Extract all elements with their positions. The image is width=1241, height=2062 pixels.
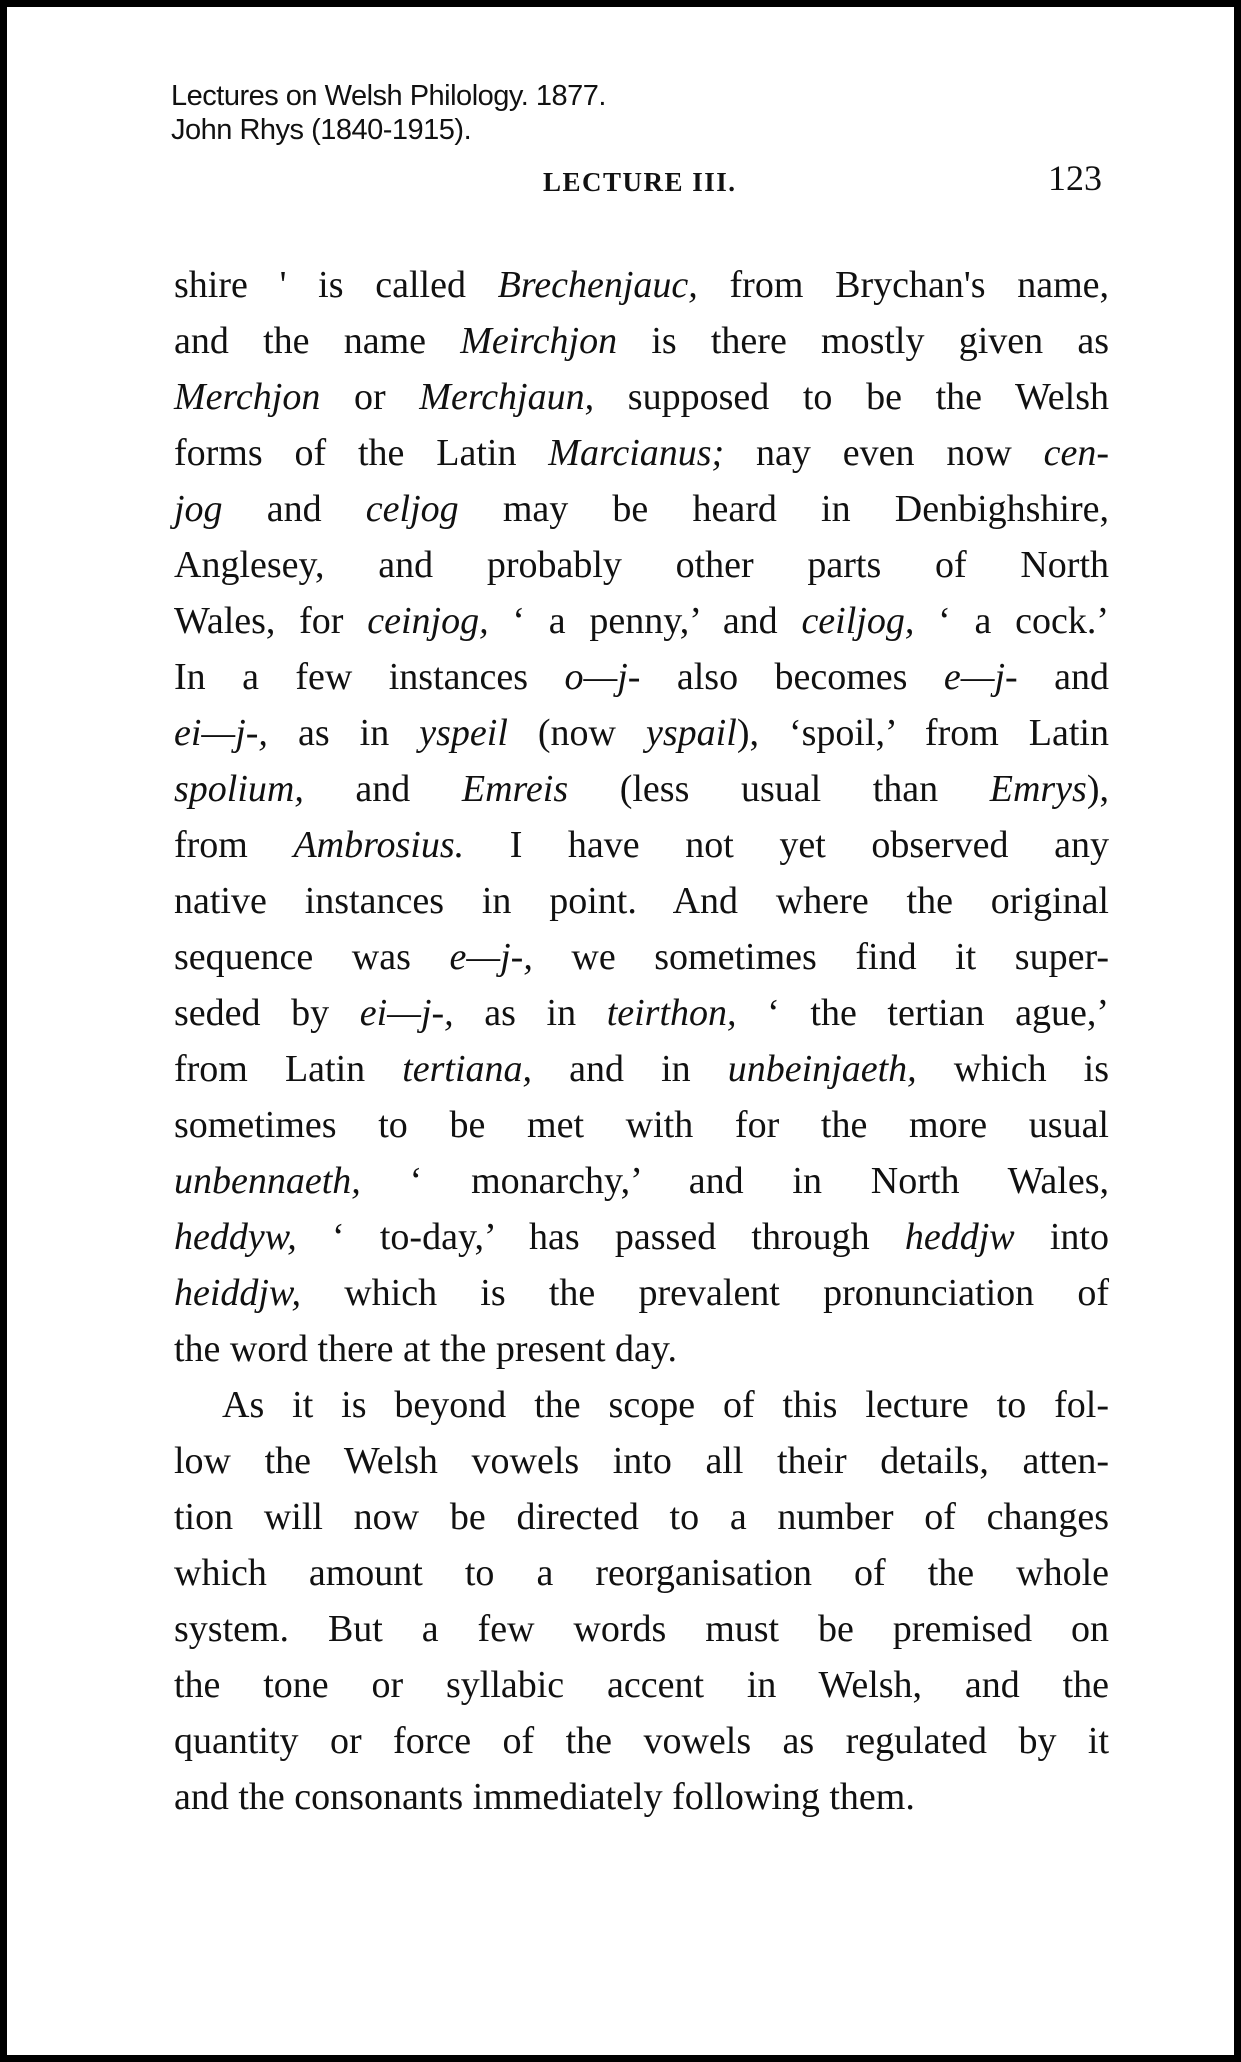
paragraph xyxy=(174,1377,1109,1825)
text-run: is there mostly given as xyxy=(617,320,1109,362)
text-line xyxy=(174,537,1109,593)
text-run: from Brychan's name, xyxy=(697,264,1109,306)
italic-term: ei—j-, xyxy=(174,712,268,754)
italic-term: heddyw, xyxy=(174,1216,297,1258)
text-line xyxy=(174,425,1109,481)
text-run: supposed to be the Welsh xyxy=(594,376,1110,418)
text-line xyxy=(174,1769,1109,1825)
text-run: ‘ to-day,’ has passed through xyxy=(296,1216,905,1258)
text-line xyxy=(174,1657,1109,1713)
text-line xyxy=(174,1545,1109,1601)
text-run: (now xyxy=(507,712,647,754)
text-run: ‘ monarchy,’ and in North Wales, xyxy=(360,1160,1109,1202)
text-run: and the name xyxy=(174,320,461,362)
text-run: sequence was xyxy=(174,936,450,978)
text-run: forms of the Latin xyxy=(174,432,549,474)
italic-term: e—j- xyxy=(943,656,1018,698)
italic-term: Brechenjauc, xyxy=(497,264,698,306)
italic-term: spolium, xyxy=(174,768,304,810)
text-run: which is xyxy=(916,1048,1109,1090)
text-run: and in xyxy=(532,1048,728,1090)
text-line xyxy=(174,1153,1109,1209)
text-line xyxy=(174,985,1109,1041)
italic-term: Ambrosius. xyxy=(293,824,465,866)
text-run: we sometimes find it super- xyxy=(532,936,1109,978)
text-run: Anglesey, and probably other parts of North xyxy=(174,544,1109,586)
italic-term: unbeinjaeth, xyxy=(727,1048,917,1090)
italic-term: Merchjaun, xyxy=(419,376,595,418)
italic-term: Meirchjon xyxy=(460,320,618,362)
text-run: In a few instances xyxy=(174,656,565,698)
text-run: from Latin xyxy=(174,1048,403,1090)
text-line xyxy=(174,649,1109,705)
italic-term: Marcianus; xyxy=(548,432,725,474)
text-line xyxy=(174,1601,1109,1657)
text-run: ), ‘spoil,’ from Latin xyxy=(736,712,1109,754)
text-run: quantity or force of the vowels as regulated by it xyxy=(174,1720,1109,1762)
italic-term: e—j-, xyxy=(449,936,533,978)
text-run: (less usual than xyxy=(568,768,990,810)
text-run: low the Welsh vowels into all their details, atten- xyxy=(174,1440,1109,1482)
text-line xyxy=(174,593,1109,649)
italic-term: heiddjw, xyxy=(174,1272,302,1314)
text-line xyxy=(174,817,1109,873)
text-line xyxy=(174,929,1109,985)
text-run: which amount to a reorganisation of the whole xyxy=(174,1552,1109,1594)
text-line xyxy=(174,873,1109,929)
text-line xyxy=(174,1041,1109,1097)
running-head: LECTURE III. xyxy=(543,167,737,197)
text-run: into xyxy=(1014,1216,1109,1258)
text-run: As it is beyond the scope of this lecture to fol- xyxy=(222,1384,1109,1426)
text-line xyxy=(174,1321,1109,1377)
italic-term: ceiljog, xyxy=(801,600,915,642)
text-line xyxy=(174,1713,1109,1769)
text-run: and xyxy=(1017,656,1109,698)
text-run: sometimes to be met with for the more usual xyxy=(174,1104,1109,1146)
italic-term: tertiana, xyxy=(402,1048,533,1090)
text-run: also becomes xyxy=(640,656,944,698)
text-line xyxy=(174,761,1109,817)
italic-term: o—j- xyxy=(564,656,641,698)
italic-term: yspeil xyxy=(419,712,508,754)
italic-term: Emrys xyxy=(989,768,1087,810)
paragraph xyxy=(174,257,1109,1377)
text-run: ), xyxy=(1086,768,1109,810)
text-run: as in xyxy=(453,992,607,1034)
text-run: tion will now be directed to a number of changes xyxy=(174,1496,1109,1538)
text-run: ‘ a cock.’ xyxy=(914,600,1109,642)
italic-term: Emreis xyxy=(461,768,569,810)
text-run: native instances in point. And where the original xyxy=(174,880,1109,922)
text-run: or xyxy=(320,376,420,418)
text-line xyxy=(174,1377,1109,1433)
text-run: and the consonants immediately following them. xyxy=(174,1776,915,1818)
body-text xyxy=(174,257,1109,1825)
italic-term: yspail xyxy=(646,712,737,754)
text-line xyxy=(174,1265,1109,1321)
italic-term: ceinjog, xyxy=(367,600,489,642)
text-run: shire ' is called xyxy=(174,264,498,306)
text-run: system. But a few words must be premised on xyxy=(174,1608,1109,1650)
italic-term: jog xyxy=(174,488,223,530)
text-line xyxy=(174,705,1109,761)
italic-term: unbennaeth, xyxy=(174,1160,361,1202)
text-run: the word there at the present day. xyxy=(174,1328,677,1370)
text-run: ‘ the tertian ague,’ xyxy=(736,992,1109,1034)
text-run: seded by xyxy=(174,992,360,1034)
text-run: as in xyxy=(267,712,420,754)
source-title: Lectures on Welsh Philology. 1877. xyxy=(171,80,606,112)
italic-term: heddjw xyxy=(904,1216,1015,1258)
italic-term: cen- xyxy=(1043,432,1109,474)
italic-term: celjog xyxy=(365,488,459,530)
text-run: I have not yet observed any xyxy=(464,824,1109,866)
text-run: may be heard in Denbighshire, xyxy=(458,488,1110,530)
text-line xyxy=(174,1433,1109,1489)
text-line xyxy=(174,257,1109,313)
text-line xyxy=(174,313,1109,369)
text-line xyxy=(174,369,1109,425)
text-run: and xyxy=(222,488,366,530)
italic-term: ei—j-, xyxy=(359,992,454,1034)
italic-term: Merchjon xyxy=(174,376,321,418)
text-run: Wales, for xyxy=(174,600,368,642)
text-line xyxy=(174,1209,1109,1265)
text-run: and xyxy=(303,768,462,810)
text-run: which is the prevalent pronunciation of xyxy=(301,1272,1109,1314)
text-run: ‘ a penny,’ and xyxy=(488,600,802,642)
text-line xyxy=(174,481,1109,537)
source-author: John Rhys (1840-1915). xyxy=(171,114,472,146)
italic-term: teirthon, xyxy=(606,992,737,1034)
page-number: 123 xyxy=(1048,158,1102,198)
book-page xyxy=(7,7,1234,2055)
text-run: the tone or syllabic accent in Welsh, and the xyxy=(174,1664,1109,1706)
text-run: from xyxy=(174,824,294,866)
text-run: nay even now xyxy=(724,432,1044,474)
text-line xyxy=(174,1097,1109,1153)
text-line xyxy=(174,1489,1109,1545)
